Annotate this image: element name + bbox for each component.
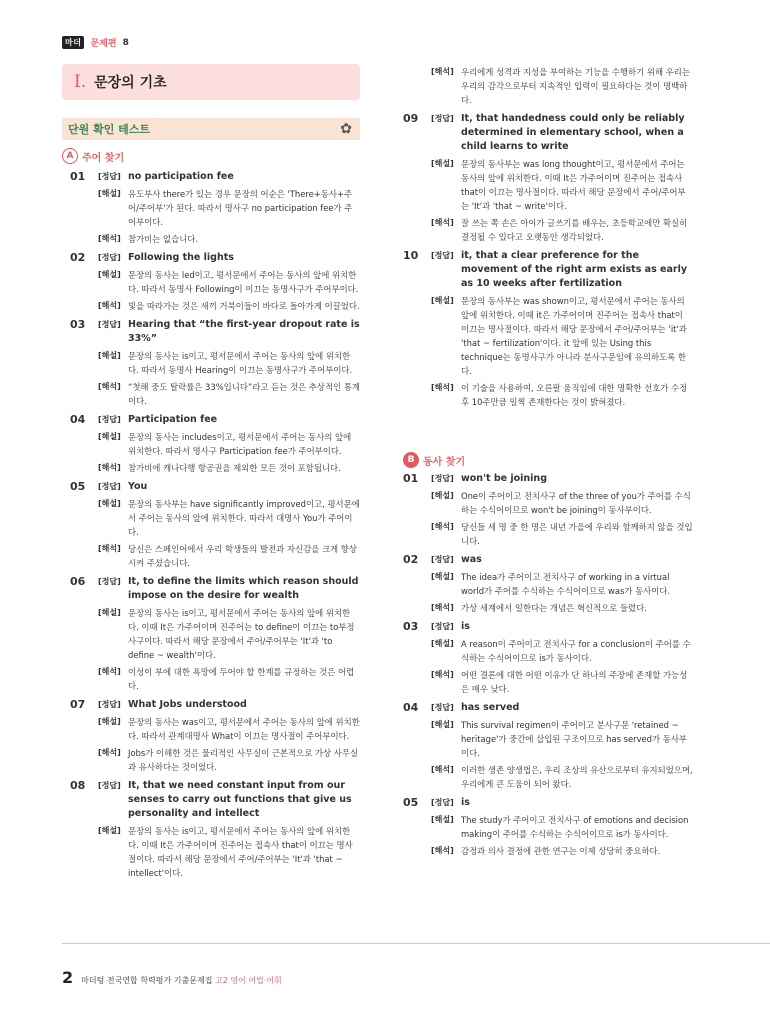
- question-number: 09: [403, 112, 419, 125]
- question-number: 04: [403, 701, 419, 714]
- indent-spacer: [403, 763, 431, 791]
- section-b-heading: [403, 452, 465, 468]
- brand-logo: 마더: [62, 36, 84, 49]
- question-number: 05: [70, 480, 86, 493]
- answer-tag: [정답]: [431, 798, 454, 807]
- question-number: 02: [403, 553, 419, 566]
- answer-row: [70, 575, 360, 603]
- translation-text: 빛을 따라가는 것은 새끼 거북이들이 바다로 돌아가게 이끌었다.: [128, 301, 360, 311]
- translation-text: Jobs가 이해한 것은 물리적인 사무실이 근본적으로 가상 사무실과 유사하다는 것이었다.: [128, 748, 359, 772]
- answer-text: Hearing that “the first-year dropout rate is 33%”: [128, 319, 360, 344]
- indent-spacer: [403, 844, 431, 858]
- answer-text: no participation fee: [128, 171, 234, 182]
- translation-tag: [해석]: [431, 603, 454, 612]
- translation-text: 참가비는 없습니다.: [128, 234, 199, 244]
- explanation-tag: [해설]: [431, 572, 454, 581]
- chapter-title: 문장의 기초: [94, 75, 167, 91]
- header-section: 문제편: [90, 39, 117, 49]
- chapter-title-box: [62, 64, 360, 100]
- explanation-tag: [해설]: [431, 159, 454, 168]
- explanation-row: [70, 497, 360, 539]
- explanation-row: [70, 606, 360, 662]
- indent-spacer: [403, 294, 431, 378]
- explanation-tag: [해설]: [98, 717, 121, 726]
- subject-question-item: [70, 251, 360, 313]
- answer-text: was: [461, 554, 482, 565]
- verb-question-item: [403, 796, 693, 858]
- subject-question-item: [70, 413, 360, 475]
- explanation-row: [403, 570, 693, 598]
- translation-tag: [해석]: [98, 234, 121, 243]
- answer-tag: [정답]: [98, 320, 121, 329]
- answer-row: [70, 698, 360, 712]
- translation-tag: [해석]: [98, 463, 121, 472]
- left-column: [70, 170, 360, 885]
- indent-spacer: [403, 637, 431, 665]
- footer-page-number: 2: [62, 968, 74, 987]
- indent-spacer: [403, 489, 431, 517]
- question-number: 06: [70, 575, 86, 588]
- subject-question-right-item: [403, 112, 693, 244]
- explanation-tag: [해설]: [431, 491, 454, 500]
- explanation-row: [70, 187, 360, 229]
- explanation-text: 문장의 동사부는 was shown이고, 평서문에서 주어는 동사의 앞에 위치한다. 이때 it은 가주어이며 진주어는 접속사 that이 이끄는 명사절이다. 따라서 해당 문장에서 주어/주어부는 'it'과 'that ~ fertilization'이다. it 앞에 있는 Using this technique는 동명사구가 아니라 분사구문임에 유의하도록 한다.: [461, 296, 687, 376]
- explanation-text: 문장의 동사는 includes이고, 평서문에서 주어는 동사의 앞에 위치한다. 따라서 명사구 Participation fee가 주어부이다.: [128, 432, 352, 456]
- answer-row: [403, 472, 693, 486]
- section-b-title: 동사 찾기: [423, 456, 466, 468]
- page-footer: [62, 968, 282, 987]
- explanation-tag: [해설]: [98, 270, 121, 279]
- question-number: 04: [70, 413, 86, 426]
- answer-text: Following the lights: [128, 252, 234, 263]
- answer-tag: [정답]: [431, 114, 454, 123]
- explanation-text: The idea가 주어이고 전치사구 of working in a virtual world가 주어를 수식하는 수식어이므로 was가 동사이다.: [461, 572, 671, 596]
- explanation-text: 문장의 동사는 led이고, 평서문에서 주어는 동사의 앞에 위치한다. 따라서 동명사 Following이 이끄는 동명사구가 주어부이다.: [128, 270, 359, 294]
- explanation-row: [403, 718, 693, 760]
- explanation-text: A reason이 주어이고 전치사구 for a conclusion이 주어를 수식하는 수식어이므로 is가 동사이다.: [461, 639, 691, 663]
- answer-text: Participation fee: [128, 414, 218, 425]
- indent-spacer: [403, 381, 431, 409]
- chapter-number: I.: [74, 72, 87, 92]
- translation-tag: [해석]: [98, 748, 121, 757]
- translation-text: 가상 세계에서 일한다는 개념은 혁신적으로 들렸다.: [461, 603, 647, 613]
- answer-tag: [정답]: [98, 415, 121, 424]
- translation-row: [70, 380, 360, 408]
- answer-row: [70, 318, 360, 346]
- explanation-tag: [해설]: [98, 499, 121, 508]
- explanation-row: [70, 430, 360, 458]
- indent-spacer: [403, 65, 431, 107]
- answer-text: What Jobs understood: [128, 699, 247, 710]
- translation-row: [403, 763, 693, 791]
- explanation-row: [70, 349, 360, 377]
- indent-spacer: [403, 668, 431, 696]
- answer-row: [403, 701, 693, 715]
- subject-question-item: [70, 480, 360, 570]
- explanation-row: [403, 294, 693, 378]
- explanation-tag: [해설]: [431, 815, 454, 824]
- answer-tag: [정답]: [431, 555, 454, 564]
- translation-text: 이러한 생존 양생법은, 우리 조상의 유산으로부터 유지되었으며, 우리에게 큰 도움이 되어 왔다.: [461, 765, 693, 789]
- translation-tag: [해석]: [431, 218, 454, 227]
- unit-test-banner: [62, 118, 360, 140]
- answer-tag: [정답]: [98, 172, 121, 181]
- answer-text: won't be joining: [461, 473, 547, 484]
- indent-spacer: [70, 349, 98, 377]
- answer-row: [403, 620, 693, 634]
- translation-row: [403, 844, 693, 858]
- question-number: 03: [403, 620, 419, 633]
- explanation-tag: [해설]: [431, 720, 454, 729]
- subject-question-item: [70, 318, 360, 408]
- answer-row: [70, 170, 360, 184]
- answer-row: [70, 779, 360, 821]
- translation-row: [70, 542, 360, 570]
- explanation-tag: [해설]: [431, 296, 454, 305]
- answer-tag: [정답]: [431, 251, 454, 260]
- explanation-tag: [해설]: [431, 639, 454, 648]
- question-number: 10: [403, 249, 419, 262]
- question-number: 01: [403, 472, 419, 485]
- subject-question-right-item: [403, 65, 693, 107]
- right-column-b: [403, 472, 693, 863]
- explanation-row: [70, 824, 360, 880]
- translation-text: 이성이 부에 대한 욕망에 두어야 할 한계를 규정하는 것은 어렵다.: [128, 667, 355, 691]
- answer-row: [403, 796, 693, 810]
- answer-text: is: [461, 621, 470, 632]
- answer-text: It, that we need constant input from our senses to carry out functions that give us personality and intellect: [128, 780, 352, 819]
- explanation-row: [403, 157, 693, 213]
- answer-text: You: [128, 481, 148, 492]
- translation-tag: [해석]: [431, 670, 454, 679]
- answer-row: [403, 249, 693, 291]
- answer-text: it, that a clear preference for the movement of the right arm exists as early as 10 weeks after fertilization: [461, 250, 688, 289]
- verb-question-item: [403, 472, 693, 548]
- translation-text: “첫해 중도 탈락률은 33%입니다”라고 듣는 것은 추상적인 통계이다.: [128, 382, 361, 406]
- explanation-text: 문장의 동사는 was이고, 평서문에서 주어는 동사의 앞에 위치한다. 따라서 관계대명사 What이 이끄는 명사절이 주어부이다.: [128, 717, 360, 741]
- translation-text: 감정과 의사 결정에 관한 연구는 이제 상당히 중요하다.: [461, 846, 661, 856]
- answer-text: It, to define the limits which reason should impose on the desire for wealth: [128, 576, 359, 601]
- translation-tag: [해석]: [98, 301, 121, 310]
- answer-row: [403, 553, 693, 567]
- indent-spacer: [70, 187, 98, 229]
- answer-tag: [정답]: [431, 474, 454, 483]
- header-page: 8: [122, 37, 129, 48]
- translation-row: [403, 520, 693, 548]
- translation-text: 당신들 세 명 중 한 명은 내년 가을에 우리와 함께하지 않을 것입니다.: [461, 522, 693, 546]
- answer-row: [70, 251, 360, 265]
- explanation-text: 문장의 동사는 is이고, 평서문에서 주어는 동사의 앞에 위치한다. 이때 It은 가주어이며 진주어는 to define이 이끄는 to부정사구이다. 따라서 해당 문장에서 주어/주어부는 'It'과 'to define ~ wealth'이다.: [128, 608, 355, 660]
- explanation-text: This survival regimen이 주어이고 분사구문 'retained ~ heritage'가 중간에 삽입된 구조이므로 has served가 동사부이다.: [461, 720, 688, 758]
- footer-highlight: 고2 영어 어법·어휘: [214, 976, 282, 985]
- indent-spacer: [403, 157, 431, 213]
- translation-text: 참가비에 캐나다행 항공권을 제외한 모든 것이 포함됩니다.: [128, 463, 341, 473]
- answer-row: [70, 413, 360, 427]
- subject-question-item: [70, 170, 360, 246]
- verb-question-item: [403, 620, 693, 696]
- translation-row: [70, 299, 360, 313]
- verb-question-item: [403, 553, 693, 615]
- explanation-text: One이 주어이고 전치사구 of the three of you가 주어를 수식하는 수식어이므로 won't be joining이 동사부이다.: [461, 491, 691, 515]
- indent-spacer: [70, 606, 98, 662]
- translation-row: [70, 665, 360, 693]
- translation-row: [70, 232, 360, 246]
- translation-row: [70, 746, 360, 774]
- explanation-text: 유도부사 there가 있는 경우 문장의 어순은 'There+동사+주어/주어부'가 된다. 따라서 명사구 no participation fee가 주어부이다.: [128, 189, 353, 227]
- translation-tag: [해석]: [98, 544, 121, 553]
- translation-tag: [해석]: [431, 522, 454, 531]
- indent-spacer: [403, 601, 431, 615]
- indent-spacer: [70, 299, 98, 313]
- answer-tag: [정답]: [98, 577, 121, 586]
- explanation-row: [70, 268, 360, 296]
- answer-text: has served: [461, 702, 520, 713]
- question-number: 02: [70, 251, 86, 264]
- indent-spacer: [70, 746, 98, 774]
- answer-tag: [정답]: [98, 482, 121, 491]
- translation-row: [403, 601, 693, 615]
- explanation-text: The study가 주어이고 전치사구 of emotions and decision making이 주어를 수식하는 수식어이므로 is가 동사이다.: [461, 815, 689, 839]
- answer-text: is: [461, 797, 470, 808]
- explanation-row: [70, 715, 360, 743]
- answer-tag: [정답]: [98, 253, 121, 262]
- translation-tag: [해석]: [98, 667, 121, 676]
- flower-icon: ✿: [340, 121, 352, 137]
- indent-spacer: [70, 824, 98, 880]
- section-a-heading: [62, 148, 124, 164]
- right-column-a: [403, 62, 693, 414]
- translation-text: 이 기술을 사용하여, 오른팔 움직임에 대한 명확한 선호가 수정 후 10주만큼 일찍 존재한다는 것이 밝혀졌다.: [461, 383, 688, 407]
- question-number: 03: [70, 318, 86, 331]
- subject-question-item: [70, 698, 360, 774]
- section-a-mark: A: [62, 148, 78, 164]
- indent-spacer: [70, 715, 98, 743]
- explanation-text: 문장의 동사부는 have significantly improved이고, 평서문에서 주어는 동사의 앞에 위치한다. 따라서 대명사 You가 주어이다.: [128, 499, 360, 537]
- unit-label: 단원 확인 테스트: [68, 123, 151, 136]
- translation-row: [403, 668, 693, 696]
- explanation-text: 문장의 동사는 is이고, 평서문에서 주어는 동사의 앞에 위치한다. 따라서 동명사 Hearing이 이끄는 동명사구가 주어부이다.: [128, 351, 353, 375]
- translation-tag: [해석]: [98, 382, 121, 391]
- indent-spacer: [403, 570, 431, 598]
- explanation-tag: [해설]: [98, 608, 121, 617]
- answer-row: [70, 480, 360, 494]
- footer-divider: [62, 943, 770, 944]
- translation-text: 우리에게 성격과 지성을 부여하는 기능을 수행하기 위해 우리는 우리의 감각으로부터 지속적인 입력이 필요하다는 것이 명백하다.: [461, 67, 690, 105]
- indent-spacer: [70, 665, 98, 693]
- explanation-row: [403, 637, 693, 665]
- footer-text: [81, 975, 282, 986]
- translation-row: [70, 461, 360, 475]
- indent-spacer: [403, 520, 431, 548]
- explanation-tag: [해설]: [98, 432, 121, 441]
- question-number: 05: [403, 796, 419, 809]
- indent-spacer: [70, 232, 98, 246]
- footer-book-title: 마더텅 전국연합 학력평가 기출문제집: [81, 976, 213, 985]
- answer-tag: [정답]: [98, 700, 121, 709]
- translation-row: [403, 65, 693, 107]
- answer-tag: [정답]: [98, 781, 121, 790]
- answer-tag: [정답]: [431, 703, 454, 712]
- translation-text: 잘 쓰는 쪽 손은 아이가 글쓰기를 배우는, 초등학교에만 확실히 결정될 수 있다고 오랫동안 생각되었다.: [461, 218, 688, 242]
- translation-tag: [해석]: [431, 383, 454, 392]
- question-number: 01: [70, 170, 86, 183]
- subject-question-item: [70, 779, 360, 880]
- indent-spacer: [70, 497, 98, 539]
- page-header: [62, 36, 129, 49]
- question-number: 08: [70, 779, 86, 792]
- explanation-tag: [해설]: [98, 189, 121, 198]
- translation-row: [403, 216, 693, 244]
- answer-text: It, that handedness could only be reliably determined in elementary school, when a child learns to write: [461, 113, 685, 152]
- explanation-text: 문장의 동사는 is이고, 평서문에서 주어는 동사의 앞에 위치한다. 이때 It은 가주어이며 진주어는 접속사 that이 이끄는 명사절이다. 따라서 해당 문장에서 주어/주어부는 'It'과 'that ~ intellect'이다.: [128, 826, 353, 878]
- translation-text: 당신은 스페인어에서 우리 학생들의 발전과 자신감을 크게 향상시켜 주셨습니다.: [128, 544, 357, 568]
- answer-tag: [정답]: [431, 622, 454, 631]
- question-number: 07: [70, 698, 86, 711]
- indent-spacer: [70, 380, 98, 408]
- verb-question-item: [403, 701, 693, 791]
- indent-spacer: [70, 461, 98, 475]
- explanation-row: [403, 489, 693, 517]
- indent-spacer: [403, 813, 431, 841]
- translation-text: 어떤 결론에 대한 어떤 이유가 단 하나의 주장에 존재할 가능성은 매우 낮다.: [461, 670, 688, 694]
- indent-spacer: [403, 216, 431, 244]
- translation-tag: [해석]: [431, 846, 454, 855]
- explanation-tag: [해설]: [98, 826, 121, 835]
- answer-row: [403, 112, 693, 154]
- subject-question-item: [70, 575, 360, 693]
- subject-question-right-item: [403, 249, 693, 409]
- explanation-text: 문장의 동사부는 was long thought이고, 평서문에서 주어는 동사의 앞에 위치한다. 이때 It은 가주어이며 진주어는 접속사 that이 이끄는 명사절이다. 따라서 해당 문장에서 주어/주어부는 'It'과 'that ~ write'이다.: [461, 159, 686, 211]
- translation-tag: [해석]: [431, 67, 454, 76]
- explanation-row: [403, 813, 693, 841]
- indent-spacer: [70, 268, 98, 296]
- translation-row: [403, 381, 693, 409]
- explanation-tag: [해설]: [98, 351, 121, 360]
- indent-spacer: [70, 542, 98, 570]
- indent-spacer: [70, 430, 98, 458]
- indent-spacer: [403, 718, 431, 760]
- translation-tag: [해석]: [431, 765, 454, 774]
- section-a-title: 주어 찾기: [82, 152, 125, 164]
- section-b-mark: B: [403, 452, 419, 468]
